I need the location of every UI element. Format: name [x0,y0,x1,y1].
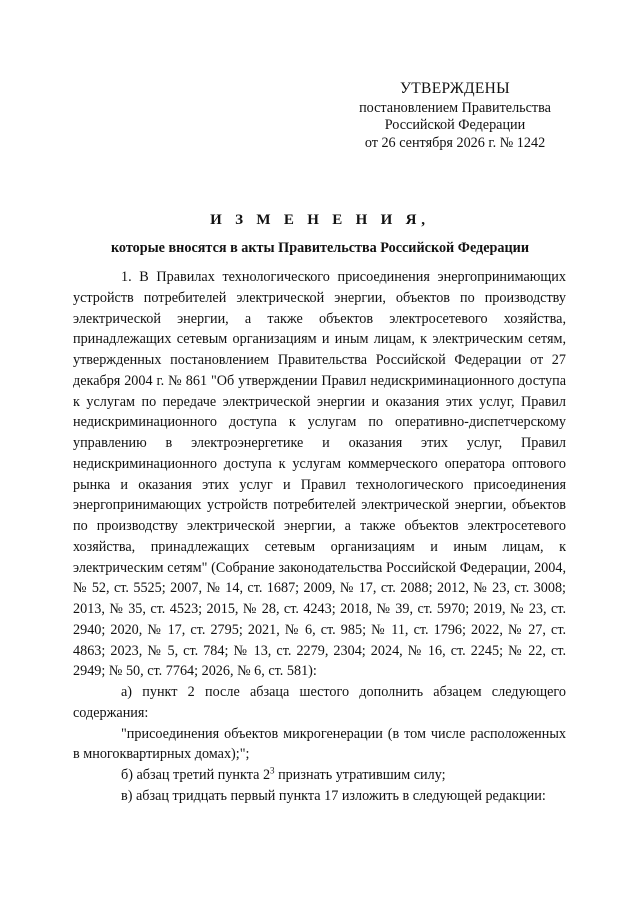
paragraph-quote: "присоединения объектов микрогенерации (в том числе расположенных в многоквартирных домах);"; [73,725,566,763]
approval-line-resolution: постановлением Правительства [359,99,551,116]
paragraph-1: 1. В Правилах технологического присоединения энергопринимающих устройств потребителей электрической энергии, объектов по производству электрической энергии, а также объектов электросетевого хозяйства, принадлежащих сетевым организациям и иным лицам, к электрическим сетям, утвержденных постановлением Правительства Российской Федерации от 27 декабря 2004 г. № 861 "Об утверждении Правил недискриминационного доступа к услугам по передаче электрической энергии и оказания этих услуг, Правил недискриминационного доступа к услугам по оперативно-диспетчерскому управлению в электроэнергетике и оказания этих услуг, Правил недискриминационного доступа к услугам коммерческого оператора оптового рынка и оказания этих услуг и Правил технологического присоединения энергопринимающих устройств потребителей электрической энергии, объектов по производству электрической энергии, а также объектов электросетевого хозяйства, принадлежащих сетевым организациям и иным лицам, к электрическим сетям" (Собрание законодательства Российской Федерации, 2004, № 52, ст. 5525; 2007, № 14, ст. 1687; 2009, № 17, ст. 2088; 2012, № 23, ст. 3008; 2013, № 35, ст. 4523; 2015, № 28, ст. 4243; 2018, № 39, ст. 5970; 2019, № 23, ст. 2940; 2020, № 17, ст. 2795; 2021, № 6, ст. 985; № 11, ст. 1796; 2022, № 27, ст. 4863; 2023, № 5, ст. 784; № 13, ст. 2279, 2304; 2024, № 16, ст. 2245; № 22, ст. 2949; № 50, ст. 7764; 2026, № 6, ст. 581): [73,269,566,680]
paragraph-item-b [73,765,566,786]
approval-stamp [330,80,580,152]
document-body [73,267,566,807]
approval-line-date: от 26 сентября 2026 г. № 1242 [364,134,546,151]
approval-title: УТВЕРЖДЕНЫ [400,80,510,97]
approval-line-federation: Российской Федерации [384,117,526,133]
paragraph-item-a: а) пункт 2 после абзаца шестого дополнить абзацем следующего содержания: [73,684,566,721]
document-heading [60,211,580,257]
heading-title: И З М Е Н Е Н И Я, [210,212,430,228]
item-b-text-start: б) абзац третий пункта 2 [121,767,271,783]
item-b-superscript: 3 [270,765,275,776]
paragraph-item-c: в) абзац тридцать первый пункта 17 изложить в следующей редакции: [121,787,546,804]
item-b-text-end: признать утратившим силу; [274,767,446,783]
heading-subtitle: которые вносятся в акты Правительства Российской Федерации [110,240,530,256]
